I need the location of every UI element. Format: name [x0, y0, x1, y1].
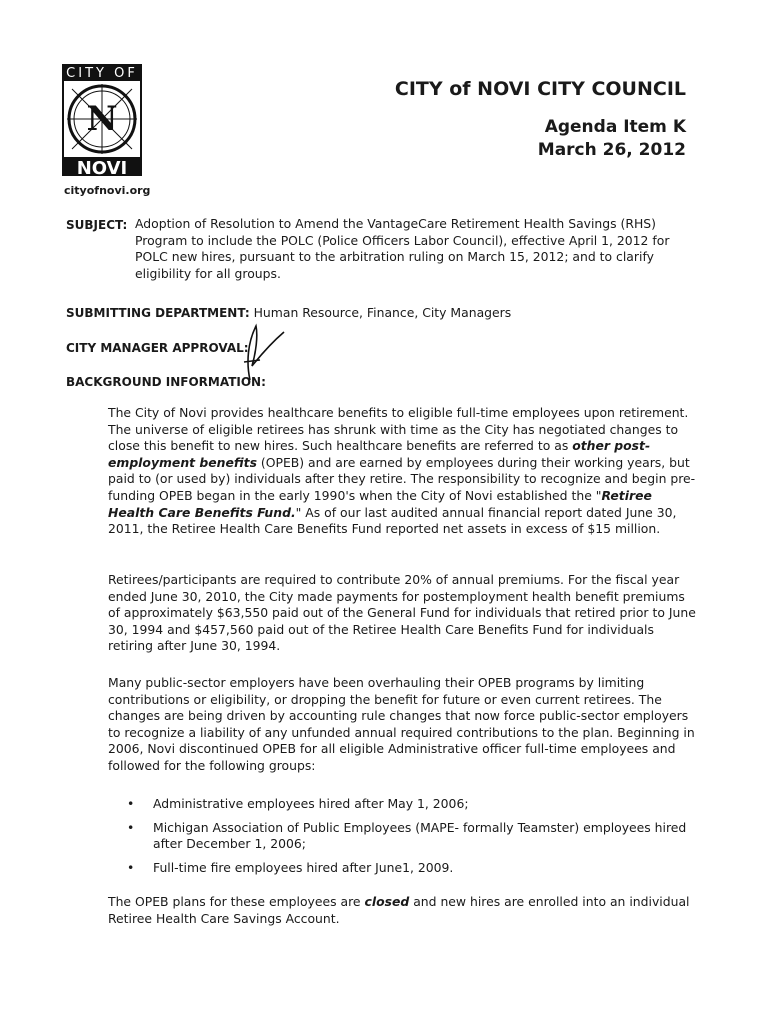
agenda-block — [538, 116, 686, 162]
bullet-icon: • — [127, 819, 135, 835]
website-text: cityofnovi.org — [64, 184, 151, 197]
city-of-novi-logo — [62, 64, 142, 176]
department-label: SUBMITTING DEPARTMENT: — [66, 306, 250, 320]
bullet-icon: • — [127, 796, 135, 811]
logo-top-text: CITY OF — [66, 66, 138, 81]
bullet-icon: • — [127, 859, 135, 875]
council-title: CITY of NOVI CITY COUNCIL — [394, 78, 686, 100]
department-value: Human Resource, Finance, City Managers — [253, 305, 512, 320]
signature-mark — [220, 322, 290, 382]
paragraph-overhauling: Many public-sector employers have been overhauling their OPEB programs by limiting contributions or eligibility, or dropping the benefit for future or even current retirees. The changes are being driven by accounting rule changes that now force public-sector employers to recognize a liability of any unfunded annual required contributions to the plan. Beginning in 2006, Novi discontinued OPEB for all eligible Administrative officer full-time employees and followed for the following groups: — [108, 675, 695, 773]
emphasis-fund-name: Retiree Health Care Benefits Fund. — [108, 487, 652, 520]
agenda-item: Agenda Item K — [544, 117, 686, 137]
agenda-date: March 26, 2012 — [537, 140, 686, 160]
submitting-department — [66, 305, 511, 320]
background-information-label: BACKGROUND INFORMATION: — [66, 375, 266, 389]
subject-text: Adoption of Resolution to Amend the VantageCare Retirement Health Savings (RHS) Program to include the POLC (Police Officers Labor Council), effective April 1, 2012 for POLC new hires, pursuant to the arbitration ruling on March 15, 2012; and to clarify eligibility for all groups. — [135, 216, 670, 281]
paragraph-contributions: Retirees/participants are required to contribute 20% of annual premiums. For the fiscal year ended June 30, 2010, the City made payments for postemployment health benefit premiums of approximately $63,550 paid out of the General Fund for individuals that retired prior to June 30, 1994 and $457,560 paid out of the Retiree Health Care Benefits Fund for individuals retiring after June 30, 1994. — [108, 572, 696, 654]
subject-label: SUBJECT: — [66, 218, 128, 232]
logo-bottom-text: NOVI — [76, 158, 128, 176]
paragraph-closed-plans: The OPEB plans for these employees are closed and new hires are enrolled into an individual Retiree Health Care Savings Account. — [108, 894, 690, 926]
list-item: • Full-time fire employees hired after June1, 2009. — [127, 859, 454, 875]
list-item: • Administrative employees hired after May 1, 2006; — [127, 796, 469, 811]
emphasis-closed: closed — [364, 894, 410, 909]
list-item: • Michigan Association of Public Employees (MAPE- formally Teamster) employees hired after December 1, 2006; — [127, 819, 687, 852]
emphasis-opeb: other post-employment benefits — [108, 438, 651, 470]
city-manager-approval-label: CITY MANAGER APPROVAL: — [66, 341, 249, 355]
paragraph-opeb-intro: The City of Novi provides healthcare benefits to eligible full-time employees upon retirement. The universe of eligible retirees has shrunk with time as the City has negotiated changes to close this benefit to new hires. Such healthcare benefits are referred to as other post-employment benefits (OPEB) and are earned by employees during their working years, but paid to (or used by) individuals after they retire. The responsibility to recognize and begin pre-funding OPEB began in the early 1990's when the City of Novi established the "Retiree Health Care Benefits Fund." As of our last audited annual financial report dated June 30, 2011, the Retiree Health Care Benefits Fund reported net assets in excess of $15 million. — [108, 405, 696, 537]
svg-text:N: N — [86, 99, 118, 139]
closed-groups-list — [108, 796, 698, 883]
